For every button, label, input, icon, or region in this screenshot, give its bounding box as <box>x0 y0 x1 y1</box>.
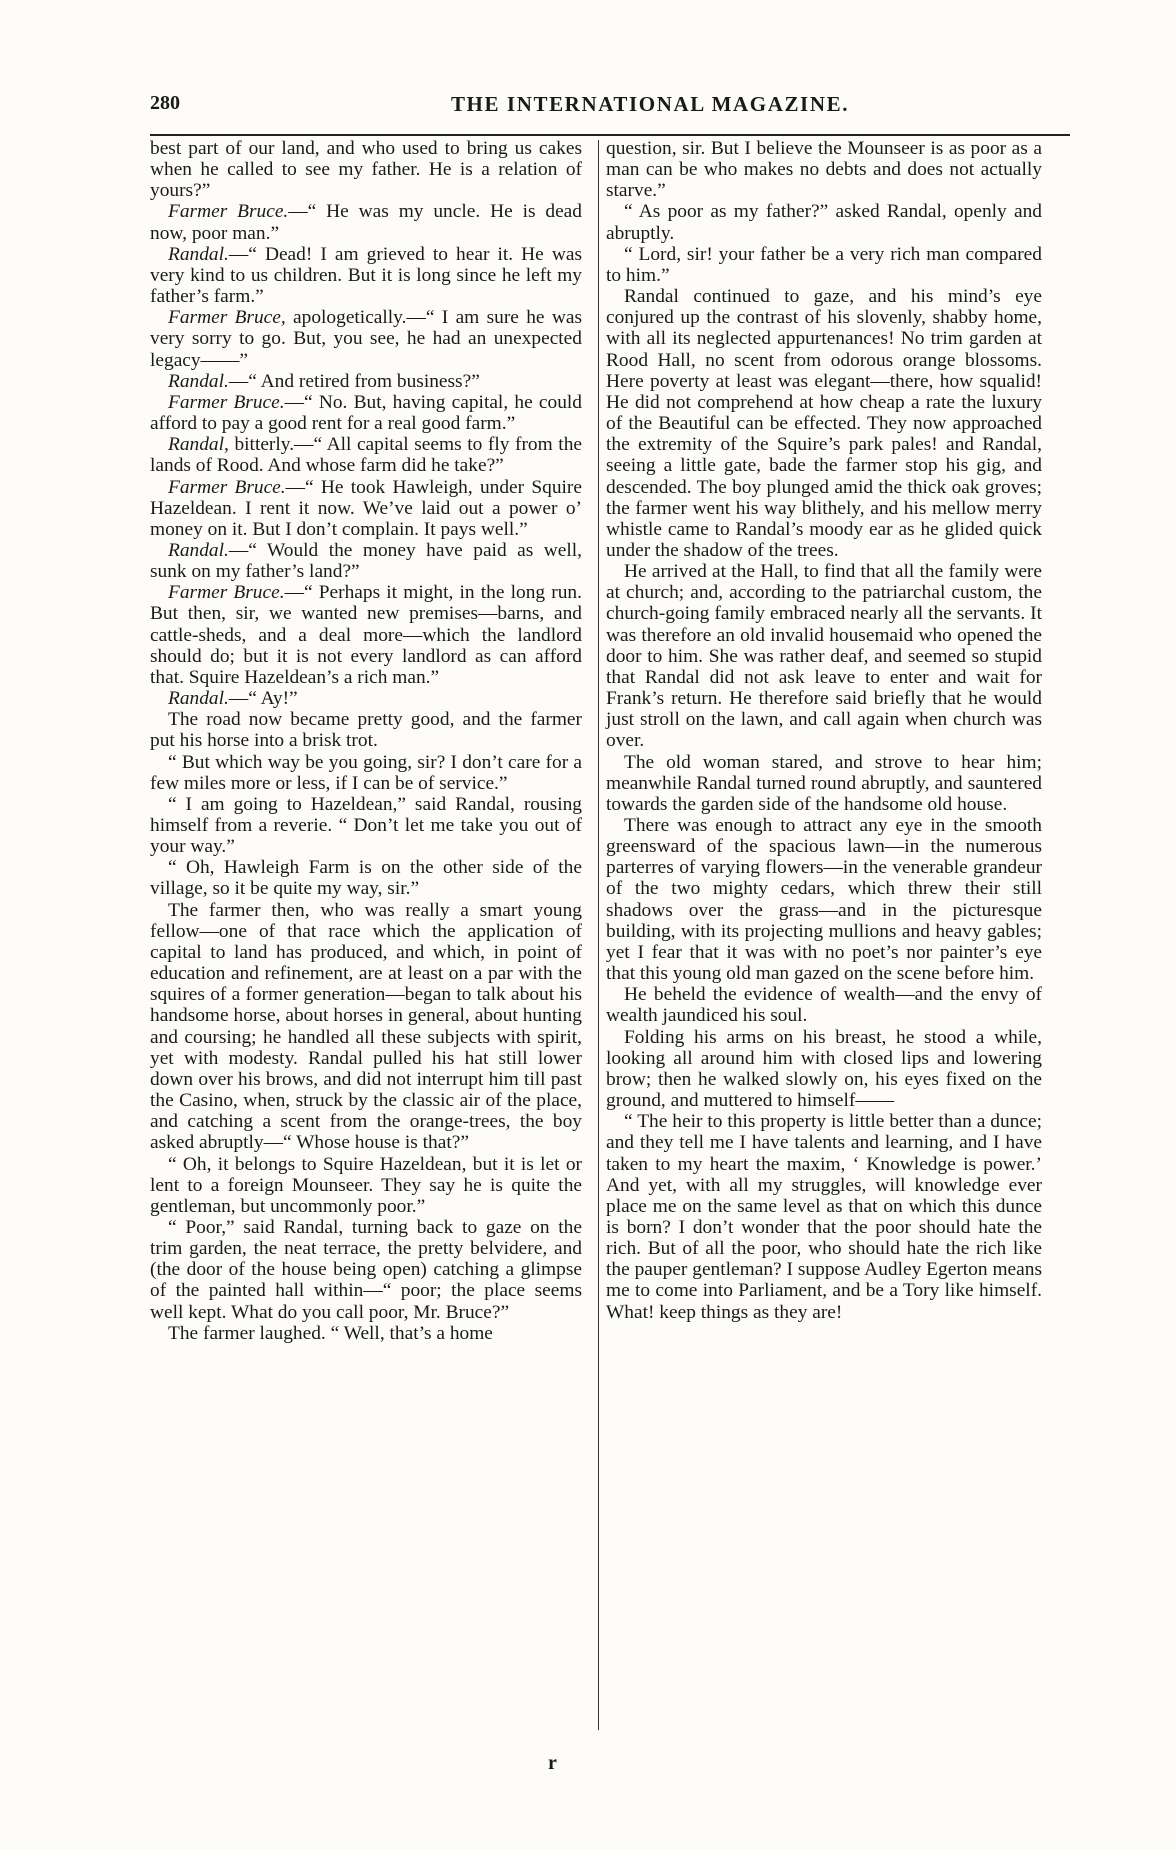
paragraph-text: “ Poor,” said Randal, turning back to gaze on the trim garden, the neat terrace, the pretty belvidere, and (the door of the house being open) catching a glimpse of the painted hall within—“ poor; the place seems well kept. What do you call poor, Mr. Bruce?” <box>150 1216 582 1323</box>
left-paragraph <box>150 1323 582 1344</box>
page-header <box>150 84 1030 128</box>
right-paragraph: There was enough to attract any eye in the smooth greensward of the spacious lawn—in the numerous parterres of varying flowers—in the venerable grandeur of the two mighty cedars, which threw their still shadows over the grass—and in the picturesque building, with its projecting mullions and heavy gables; yet I fear that it was with no poet’s nor painter’s eye that this young old man gazed on the scene before him. <box>606 815 1042 985</box>
right-paragraph: “ As poor as my father?” asked Randal, openly and abruptly. <box>606 201 1042 244</box>
paragraph-text: best part of our land, and who used to bring us cakes when he called to see my father. He is a relation of yours?” <box>150 138 582 202</box>
right-paragraph: He arrived at the Hall, to find that all the family were at church; and, according to the patriarchal custom, the church-going family embraced nearly all the servants. It was therefore an old invalid housemaid who opened the door to him. She was rather deaf, and seemed so stupid that Randal did not ask leave to enter and wait for Frank’s return. He therefore said briefly that he would just stroll on the lawn, and call again when church was over. <box>606 561 1042 752</box>
paragraph-text: “ I am going to Hazeldean,” said Randal, rousing himself from a reverie. “ Don’t let me take you out of your way.” <box>150 793 582 858</box>
speaker-name: Randal. <box>168 688 229 710</box>
right-paragraph: “ Lord, sir! your father be a very rich man compared to him.” <box>606 243 1042 286</box>
paragraph-text: —“ Perhaps it might, in the long run. But then, sir, we wanted new premises—barns, and cattle-sheds, and a deal more—which the landlord should do; but it is not every landlord as can afford that. Squire Hazeldean’s a rich man.” <box>150 582 582 688</box>
left-paragraph <box>150 392 582 434</box>
speaker-name: Randal, <box>168 434 229 456</box>
right-paragraph: “ The heir to this property is little better than a dunce; and they tell me I have talents and learning, and I have taken to my heart the maxim, ‘ Knowledge is power.’ And yet, with all my struggles, will knowledge ever place me on the same level as that on which this dunce is born? I don’t wonder that the poor should hate the rich. But of all the poor, who should hate the rich like the pauper gentleman? I suppose Audley Egerton means me to come into Parliament, and be a Tory like himself. What! keep things as they are! <box>606 1111 1042 1323</box>
right-paragraph: Folding his arms on his breast, he stood a while, looking all around him with closed lips and lowering brow; then he walked slowly on, his eyes fixed on the ground, and muttered to himself—— <box>606 1026 1042 1112</box>
right-paragraph: Randal continued to gaze, and his mind’s eye conjured up the contrast of his slovenly, shabby home, with all its neglected appurtenances! No trim garden at Rood Hall, no scent from odorous orange blossoms. Here poverty at least was elegant—there, how squalid! He did not comprehend at how cheap a rate the luxury of the Beautiful can be effected. They now approached the extremity of the Squire’s park pales! and Randal, seeing a little gate, bade the farmer stop his gig, and descended. The boy plunged amid the thick oak groves; the farmer went his way blithely, and his mellow merry whistle came to Randal’s moody ear as he glided quick under the shadow of the trees. <box>606 286 1042 561</box>
speaker-name: Randal. <box>168 370 229 392</box>
left-paragraph <box>150 752 582 794</box>
paragraph-text: —“ He took Hawleigh, under Squire Hazeldean. I rent it now. We’ve laid out a power o’ money on it. But I don’t complain. It pays well.” <box>150 476 582 540</box>
speaker-name: Farmer Bruce. <box>168 582 285 604</box>
left-column <box>150 138 582 1344</box>
right-paragraph: question, sir. But I believe the Mounseer is as poor as a man can be who makes no debts and does not actually starve.” <box>606 138 1042 202</box>
running-title: THE INTERNATIONAL MAGAZINE. <box>450 92 850 116</box>
paragraph-text: —“ Dead! I am grieved to hear it. He was very kind to us children. But it is long since he left my father’s farm.” <box>150 243 582 308</box>
paragraph-text: The road now became pretty good, and the farmer put his horse into a brisk trot. <box>150 709 582 752</box>
left-paragraph <box>150 307 582 370</box>
left-paragraph <box>150 857 582 899</box>
speaker-name: Randal. <box>168 243 229 265</box>
paragraph-text: —“ No. But, having capital, he could afford to pay a good rent for a real good farm.” <box>150 391 582 435</box>
speaker-name: Farmer Bruce. <box>168 476 286 498</box>
left-paragraph <box>150 434 582 476</box>
right-paragraph: The old woman stared, and strove to hear him; meanwhile Randal turned round abruptly, and sauntered towards the garden side of the handsome old house. <box>606 751 1042 815</box>
page-number: 280 <box>150 92 180 114</box>
paragraph-text: —“ And retired from business?” <box>228 370 480 392</box>
paragraph-text: —“ Would the money have paid as well, sunk on my father’s land?” <box>150 539 582 583</box>
paragraph-text: The farmer then, who was really a smart young fellow—one of that race which the application of capital to land has produced, and which, in point of education and refinement, are at least on a par with the squires of a former generation—began to talk about his handsome horse, about horses in general, about hunting and coursing; he handled all these subjects with spirit, yet with modesty. Randal pulled his hat still lower down over his brows, and did not interrupt him till past the Casino, when, struck by the classic air of the place, and catching a scent from the orange-trees, the boy asked abruptly—“ Whose house is that?” <box>150 899 582 1154</box>
speaker-name: Farmer Bruce. <box>168 201 289 223</box>
left-paragraph <box>150 477 582 540</box>
right-column <box>606 138 1042 1323</box>
paragraph-text: “ But which way be you going, sir? I don’t care for a few miles more or less, if I can be of service.” <box>150 751 582 794</box>
left-paragraph <box>150 794 582 857</box>
column-divider <box>598 140 599 1730</box>
left-paragraph <box>150 582 582 688</box>
paragraph-text: “ Oh, Hawleigh Farm is on the other side of the village, so it be quite my way, sir.” <box>150 857 582 900</box>
speaker-name: Farmer Bruce. <box>168 391 285 413</box>
paragraph-text: apologetically.—“ I am sure he was very sorry to go. But, you see, he had an unexpected legacy——” <box>150 307 582 371</box>
printer-signature-mark: r <box>548 1752 557 1774</box>
paragraph-text: “ Oh, it belongs to Squire Hazeldean, but it is let or lent to a foreign Mounseer. They say he is quite the gentleman, but uncommonly poor.” <box>150 1153 582 1217</box>
left-paragraph <box>150 900 582 1154</box>
left-paragraph <box>150 138 582 201</box>
left-paragraph <box>150 1217 582 1323</box>
paragraph-text: The farmer laughed. “ Well, that’s a home <box>168 1322 493 1344</box>
speaker-name: Randal. <box>168 539 229 561</box>
paragraph-text: bitterly.—“ All capital seems to fly from the lands of Rood. And whose farm did he take?” <box>150 434 582 477</box>
left-paragraph <box>150 244 582 307</box>
left-paragraph <box>150 709 582 751</box>
header-rule <box>150 134 1070 136</box>
left-paragraph <box>150 540 582 582</box>
left-paragraph <box>150 201 582 243</box>
paragraph-text: —“ Ay!” <box>228 688 298 710</box>
speaker-name: Farmer Bruce, <box>168 307 286 329</box>
paragraph-text: —“ He was my uncle. He is dead now, poor man.” <box>150 201 582 244</box>
left-paragraph <box>150 688 582 709</box>
left-paragraph <box>150 371 582 392</box>
left-paragraph <box>150 1154 582 1217</box>
right-paragraph: He beheld the evidence of wealth—and the envy of wealth jaundiced his soul. <box>606 984 1042 1027</box>
